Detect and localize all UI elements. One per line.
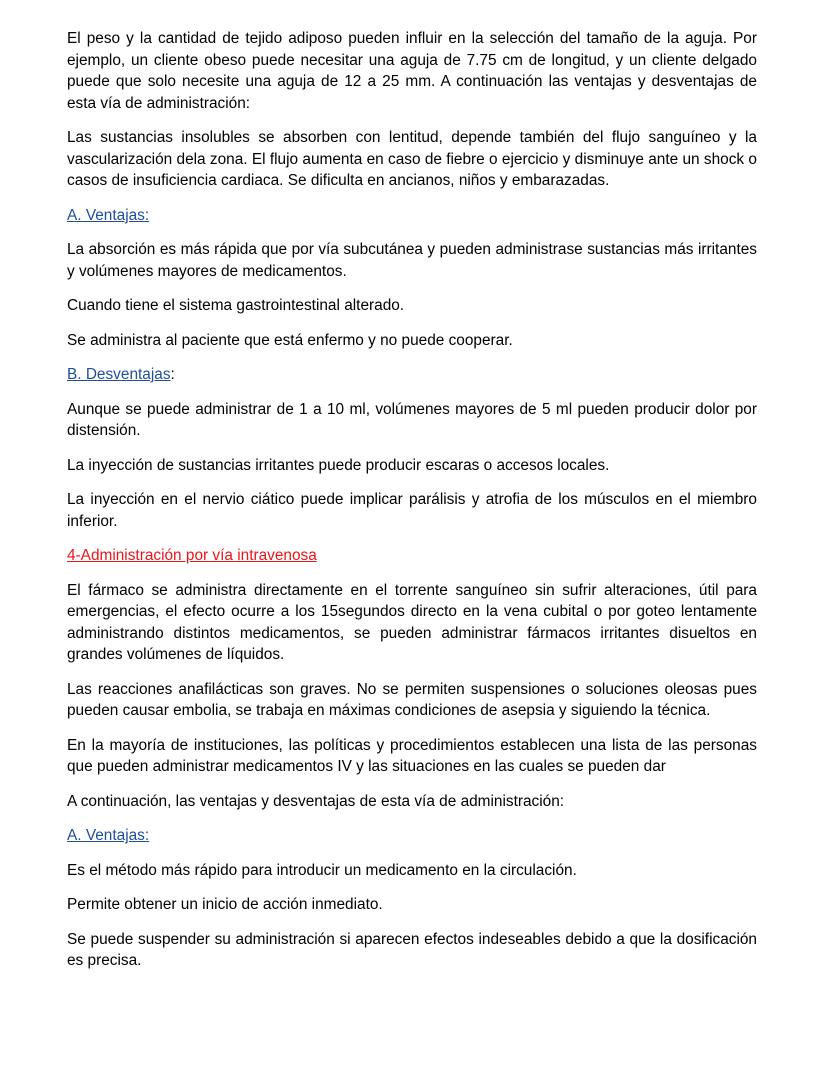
paragraph-desventaja-volumen: Aunque se puede administrar de 1 a 10 ml, volúmenes mayores de 5 ml pueden producir dolor por distensión.: [67, 400, 757, 439]
heading-desventajas-colon: :: [170, 366, 175, 383]
heading-desventajas-im-text: B. Desventajas: [67, 366, 171, 383]
heading-ventajas-im-text: A. Ventajas:: [67, 206, 150, 224]
paragraph-iv-instituciones: En la mayoría de instituciones, las políticas y procedimientos establecen una lista de las personas que pueden administrar medicamentos IV y las situaciones en las cuales se pueden dar: [67, 736, 757, 775]
paragraph-iv-ventaja-inicio: Permite obtener un inicio de acción inmediato.: [67, 896, 383, 913]
paragraph-iv-reacciones: Las reacciones anafilácticas son graves. No se permiten suspensiones o soluciones oleosas pues pueden causar embolia, se trabaja en máximas condiciones de asepsia y siguiendo la técnica.: [67, 680, 757, 719]
paragraph-ventaja-paciente: Se administra al paciente que está enfermo y no puede cooperar.: [67, 331, 513, 349]
paragraph-iv-ventaja-rapido: Es el método más rápido para introducir un medicamento en la circulación.: [67, 861, 577, 879]
paragraph-desventaja-ciatico: La inyección en el nervio ciático puede implicar parálisis y atrofia de los músculos en el miembro inferior.: [67, 491, 757, 530]
paragraph-iv-intro-ventajas: A continuación, las ventajas y desventajas de esta vía de administración:: [67, 792, 565, 810]
paragraph-desventaja-irritantes: La inyección de sustancias irritantes puede producir escaras o accesos locales.: [67, 456, 610, 474]
heading-desventajas-im: [67, 364, 757, 386]
paragraph-iv-ventaja-suspender: Se puede suspender su administración si aparecen efectos indeseables debido a que la dosificación es precisa.: [67, 930, 757, 969]
heading-ventajas-im: [67, 205, 757, 227]
paragraph-iv-descripcion: El fármaco se administra directamente en el torrente sanguíneo sin sufrir alteraciones, útil para emergencias, el efecto ocurre a los 15segundos directo en la vena cubital o por goteo lentamente administrando distintos medicamentos, se pueden administrar fármacos irritantes disueltos en grandes volúmenes de líquidos.: [67, 581, 757, 663]
heading-ventajas-iv-text: A. Ventajas:: [67, 827, 150, 844]
paragraph-absorption: Las sustancias insolubles se absorben con lentitud, depende también del flujo sanguíneo y la vascularización dela zona. El flujo aumenta en caso de fiebre o ejercicio y disminuye ante un shock o casos de insuficiencia cardiaca. Se dificulta en ancianos, niños y embarazadas.: [67, 129, 757, 189]
paragraph-ventaja-gastro: Cuando tiene el sistema gastrointestinal alterado.: [67, 297, 405, 314]
section-title-intravenosa-text: 4-Administración por vía intravenosa: [67, 547, 317, 564]
section-title-intravenosa: [67, 545, 757, 567]
heading-ventajas-iv: [67, 825, 757, 847]
paragraph-needle-size: El peso y la cantidad de tejido adiposo pueden influir en la selección del tamaño de la aguja. Por ejemplo, un cliente obeso puede necesitar una aguja de 7.75 cm de longitud, y un cliente delgado puede que solo necesite una aguja de 12 a 25 mm. A continuación las ventajas y desventajas de esta vía de administración:: [67, 30, 757, 112]
paragraph-ventaja-rapida: La absorción es más rápida que por vía subcutánea y pueden administrase sustancias más irritantes y volúmenes mayores de medicamentos.: [67, 241, 757, 280]
document-page: [67, 28, 757, 985]
